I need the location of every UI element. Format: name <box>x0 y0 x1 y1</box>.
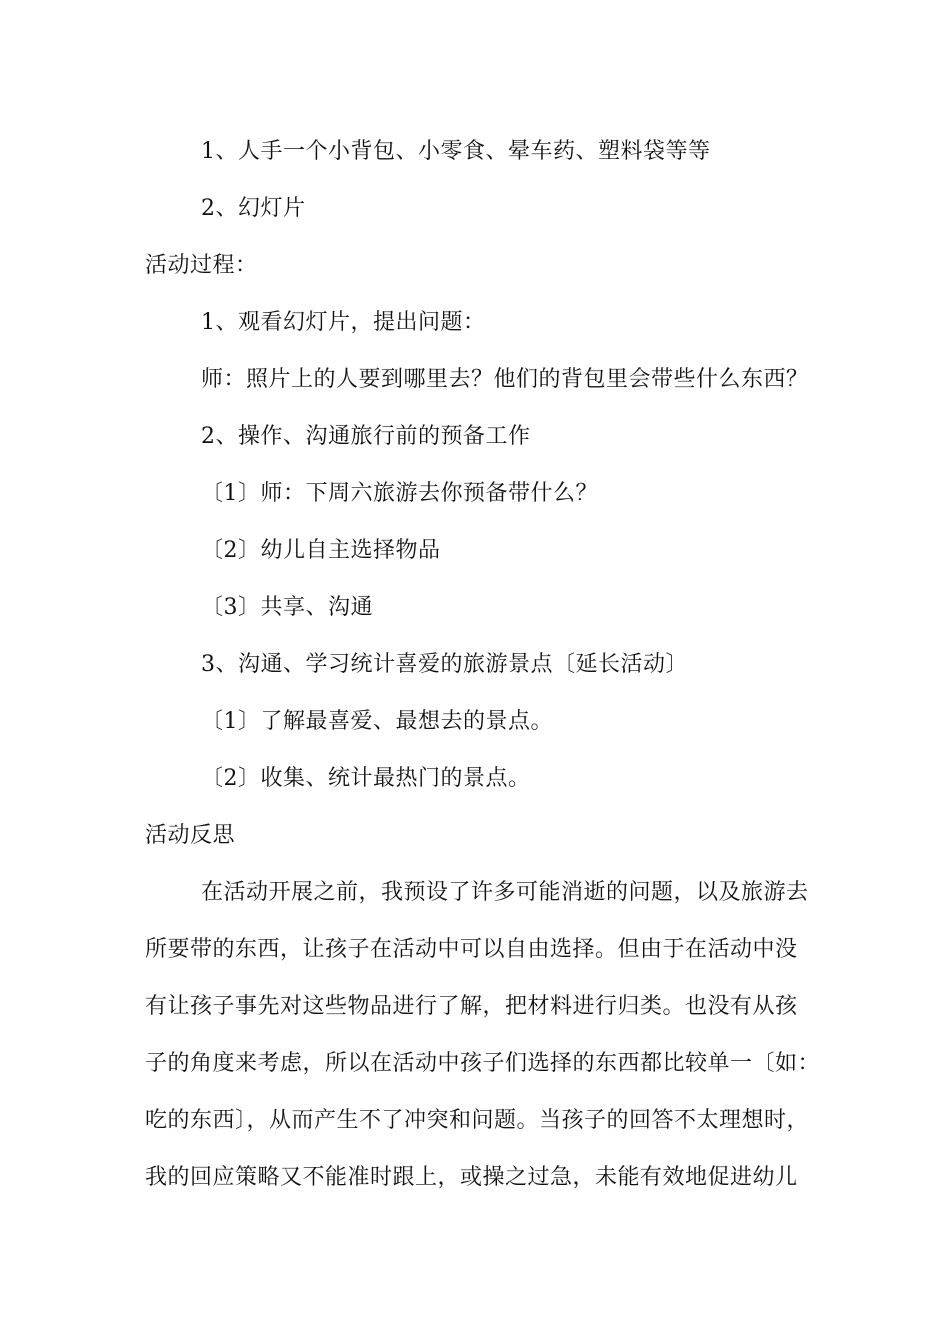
process-step-3-sub-2: 〔2〕收集、统计最热门的景点。 <box>201 766 531 791</box>
process-step-2-sub-1: 〔1〕师：下周六旅游去你预备带什么？ <box>201 481 598 506</box>
materials-item-1: 1、人手一个小背包、小零食、晕车药、塑料袋等等 <box>201 139 711 164</box>
reflection-paragraph-line: 我的回应策略又不能准时跟上，或操之过急，未能有效地促进幼儿 <box>145 1165 798 1190</box>
process-step-2-sub-2: 〔2〕幼儿自主选择物品 <box>201 538 441 563</box>
reflection-paragraph-line: 吃的东西〕，从而产生不了冲突和问题。当孩子的回答不太理想时， <box>145 1108 810 1133</box>
process-step-1-teacher-question: 师：照片上的人要到哪里去？他们的背包里会带些什么东西？ <box>201 367 809 392</box>
process-heading: 活动过程： <box>145 253 258 278</box>
process-step-2-sub-3: 〔3〕共享、沟通 <box>201 595 373 620</box>
process-step-2: 2、操作、沟通旅行前的预备工作 <box>201 424 531 449</box>
reflection-paragraph-line: 在活动开展之前，我预设了许多可能消逝的问题，以及旅游去 <box>201 880 809 905</box>
materials-item-2: 2、幻灯片 <box>201 196 306 221</box>
process-step-1: 1、观看幻灯片，提出问题： <box>201 310 486 335</box>
reflection-paragraph-line: 所要带的东西，让孩子在活动中可以自由选择。但由于在活动中没 <box>145 937 798 962</box>
reflection-paragraph-line: 子的角度来考虑，所以在活动中孩子们选择的东西都比较单一〔如： <box>145 1051 821 1076</box>
reflection-heading: 活动反思 <box>145 823 236 848</box>
process-step-3-sub-1: 〔1〕了解最喜爱、最想去的景点。 <box>201 709 553 734</box>
reflection-paragraph-line: 有让孩子事先对这些物品进行了解，把材料进行归类。也没有从孩 <box>145 994 798 1019</box>
process-step-3: 3、沟通、学习统计喜爱的旅游景点〔延长活动〕 <box>201 652 688 677</box>
